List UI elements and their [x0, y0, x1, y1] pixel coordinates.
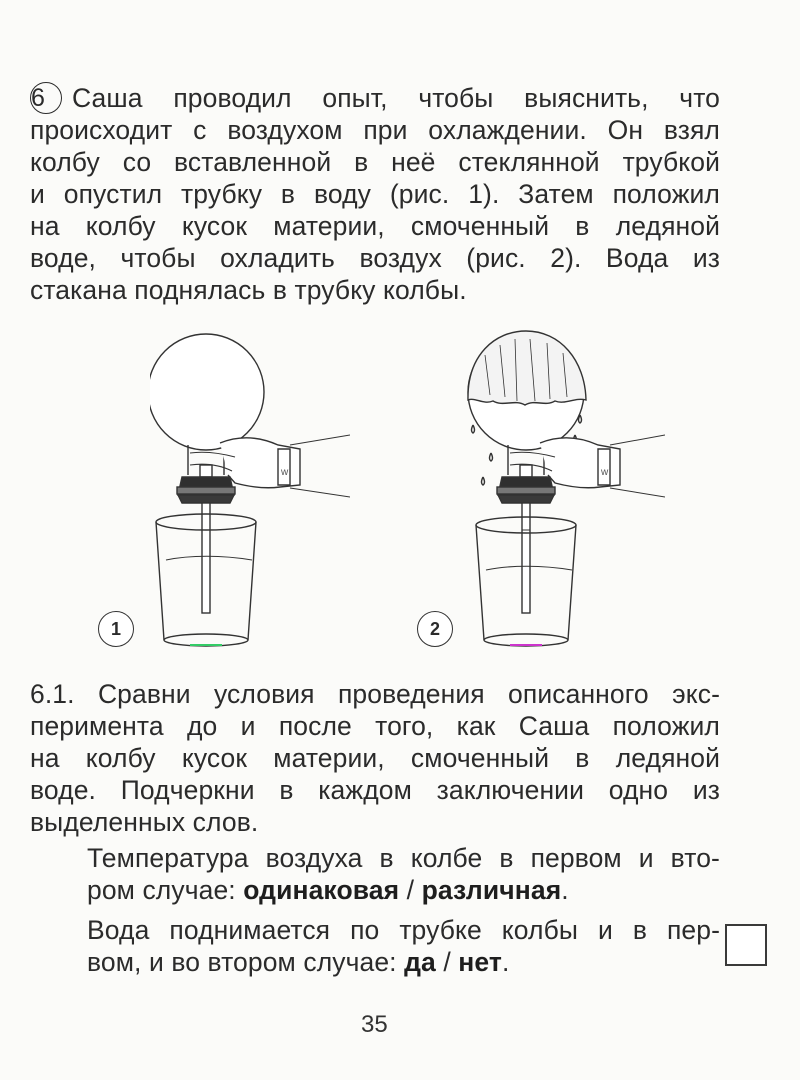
task-6-text: [30, 82, 720, 306]
task-line: колбу со вставленной в неё стеклянной трубкой: [30, 147, 720, 177]
task-line: воде, чтобы охладить воздух (рис. 2). Вода из: [30, 243, 720, 273]
task-line: на колбу кусок материи, смоченный в ледяной: [30, 211, 720, 241]
water-drop: [579, 415, 582, 423]
conclusion-line: Температура воздуха в колбе в первом и вто-: [87, 843, 720, 873]
option-separator: /: [435, 947, 459, 977]
conclusion-prefix: ром случае:: [87, 875, 244, 905]
conclusion-line: Вода поднимается по трубке колбы и в пер-: [87, 915, 720, 945]
period: .: [501, 947, 510, 977]
question-6-1-text: [30, 678, 720, 838]
option-same[interactable]: одинаковая: [243, 875, 400, 905]
task-line: стакана поднялась в трубку колбы.: [30, 275, 467, 305]
task-line: и опустил трубку в воду (рис. 1). Затем положил: [30, 179, 720, 209]
water-drop: [472, 425, 475, 433]
question-line: воде. Подчеркни в каждом заключении одно из: [30, 775, 720, 805]
conclusion-water-rises: [87, 914, 720, 978]
svg-text:w: w: [281, 467, 289, 478]
task-line: происходит с воздухом при охлаждении. Он взял: [30, 115, 720, 145]
task-line: [30, 82, 720, 114]
option-separator: /: [399, 875, 422, 905]
option-no[interactable]: нет: [458, 947, 502, 977]
option-different[interactable]: различная: [421, 875, 562, 905]
task-number-badge: 6: [30, 82, 62, 114]
glass-tube: [522, 503, 530, 613]
option-yes[interactable]: да: [404, 947, 436, 977]
figure-2-flask-illustration: [455, 325, 665, 655]
figure-2-label: 2: [417, 611, 453, 647]
svg-text:w: w: [601, 467, 609, 478]
conclusion-line: [87, 874, 720, 906]
question-line: 6.1. Сравни условия проведения описанного экс-: [30, 679, 720, 709]
glass-tube: [202, 503, 210, 613]
question-line: перимента до и после того, как Саша положил: [30, 711, 720, 741]
conclusion-line: [87, 946, 720, 978]
conclusion-temperature: [87, 842, 720, 906]
page-number: 35: [361, 1011, 388, 1038]
task-line-text: Саша проводил опыт, чтобы выяснить, что: [72, 83, 720, 113]
period: .: [561, 875, 569, 905]
wet-cloth: [468, 331, 586, 405]
figure-1-label: 1: [98, 611, 134, 647]
conclusion-prefix: вом, и во втором случае:: [87, 947, 405, 977]
figure-1-flask-illustration: [150, 325, 350, 655]
water-drop: [490, 453, 493, 461]
score-checkbox[interactable]: [725, 924, 767, 966]
question-line: выделенных слов.: [30, 807, 259, 837]
water-drop: [482, 477, 485, 485]
flask-bulb: [150, 334, 264, 450]
question-line: на колбу кусок материи, смоченный в ледяной: [30, 743, 720, 773]
